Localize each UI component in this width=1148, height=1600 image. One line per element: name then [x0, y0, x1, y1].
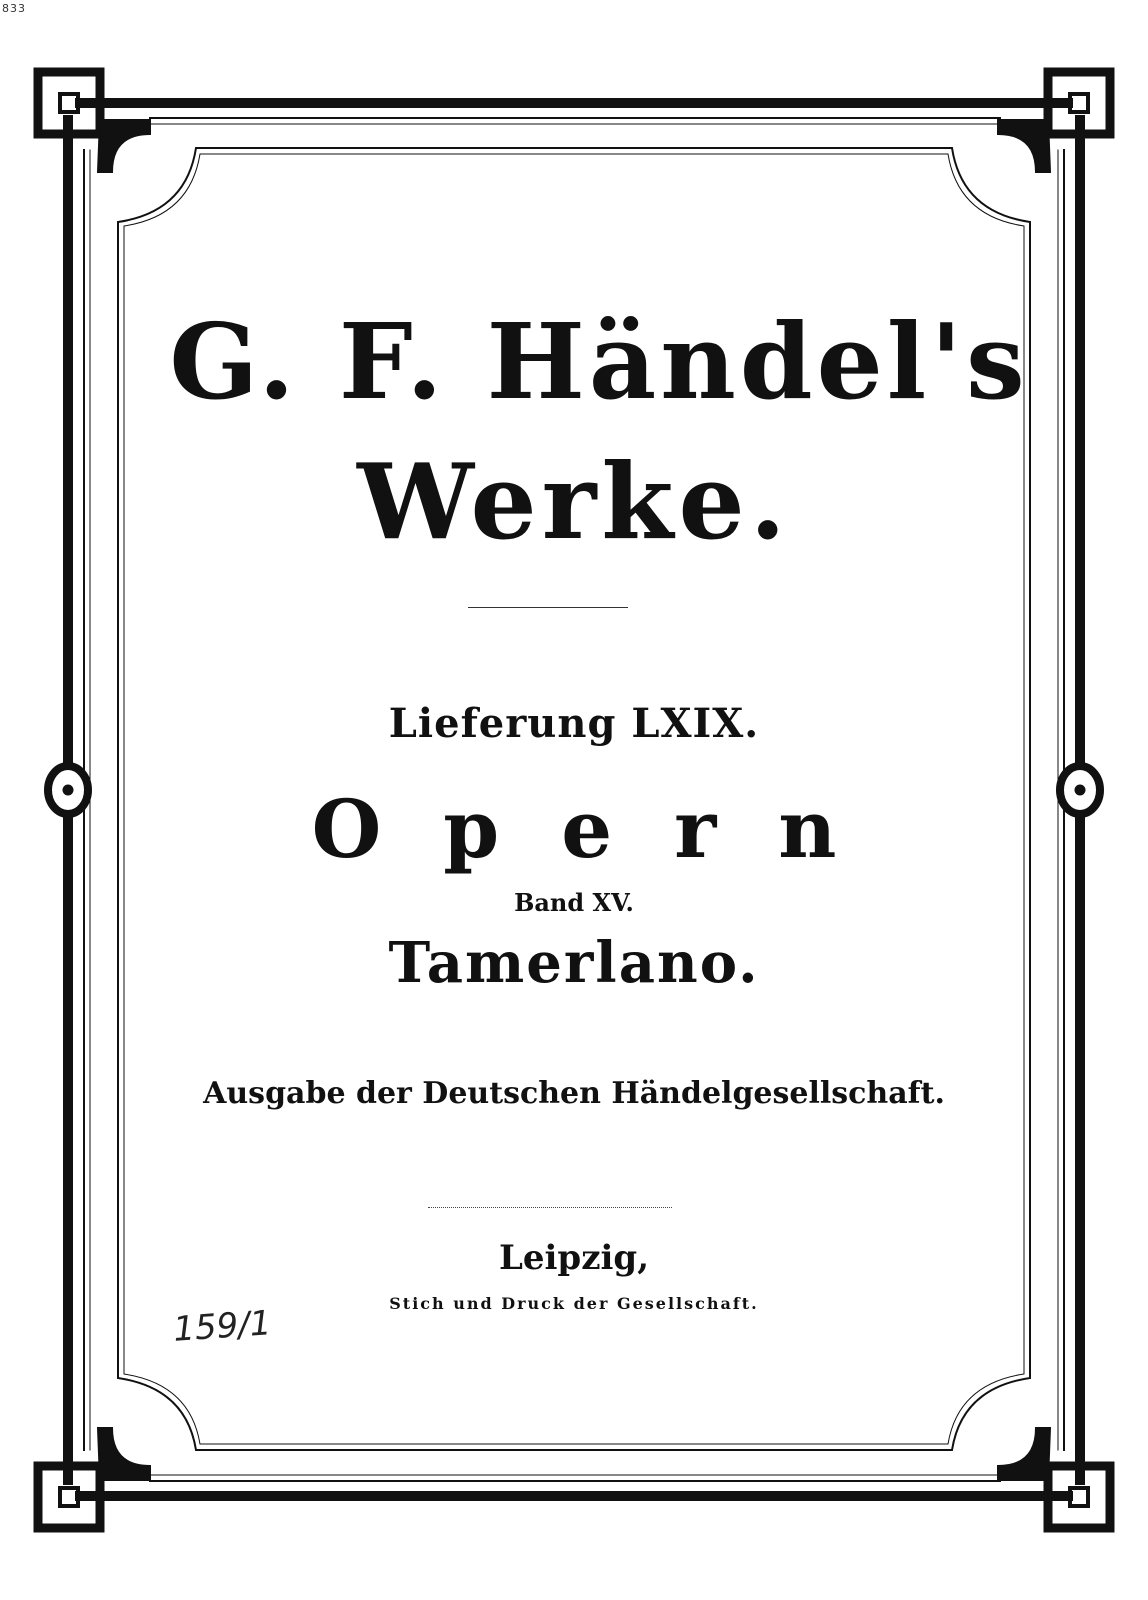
title-line-works: Werke.: [357, 440, 791, 563]
edition-statement: Ausgabe der Deutschen Händelgesellschaft.: [203, 1076, 945, 1111]
publication-place: Leipzig,: [498, 1238, 650, 1278]
series-heading: Opern: [311, 782, 899, 876]
printer-statement: Stich und Druck der Gesellschaft.: [389, 1294, 759, 1313]
handwritten-shelfmark: 159/1: [172, 1303, 273, 1350]
imprint-divider-rule: [428, 1207, 672, 1208]
title-divider-rule: [468, 607, 628, 608]
issue-number: Lieferung LXIX.: [388, 700, 760, 747]
opera-title: Tamerlano.: [388, 930, 760, 996]
title-line-composer: G. F. Händel's: [169, 300, 1029, 423]
volume-number: Band XV.: [514, 888, 634, 917]
scan-corner-mark: 833: [2, 2, 26, 15]
